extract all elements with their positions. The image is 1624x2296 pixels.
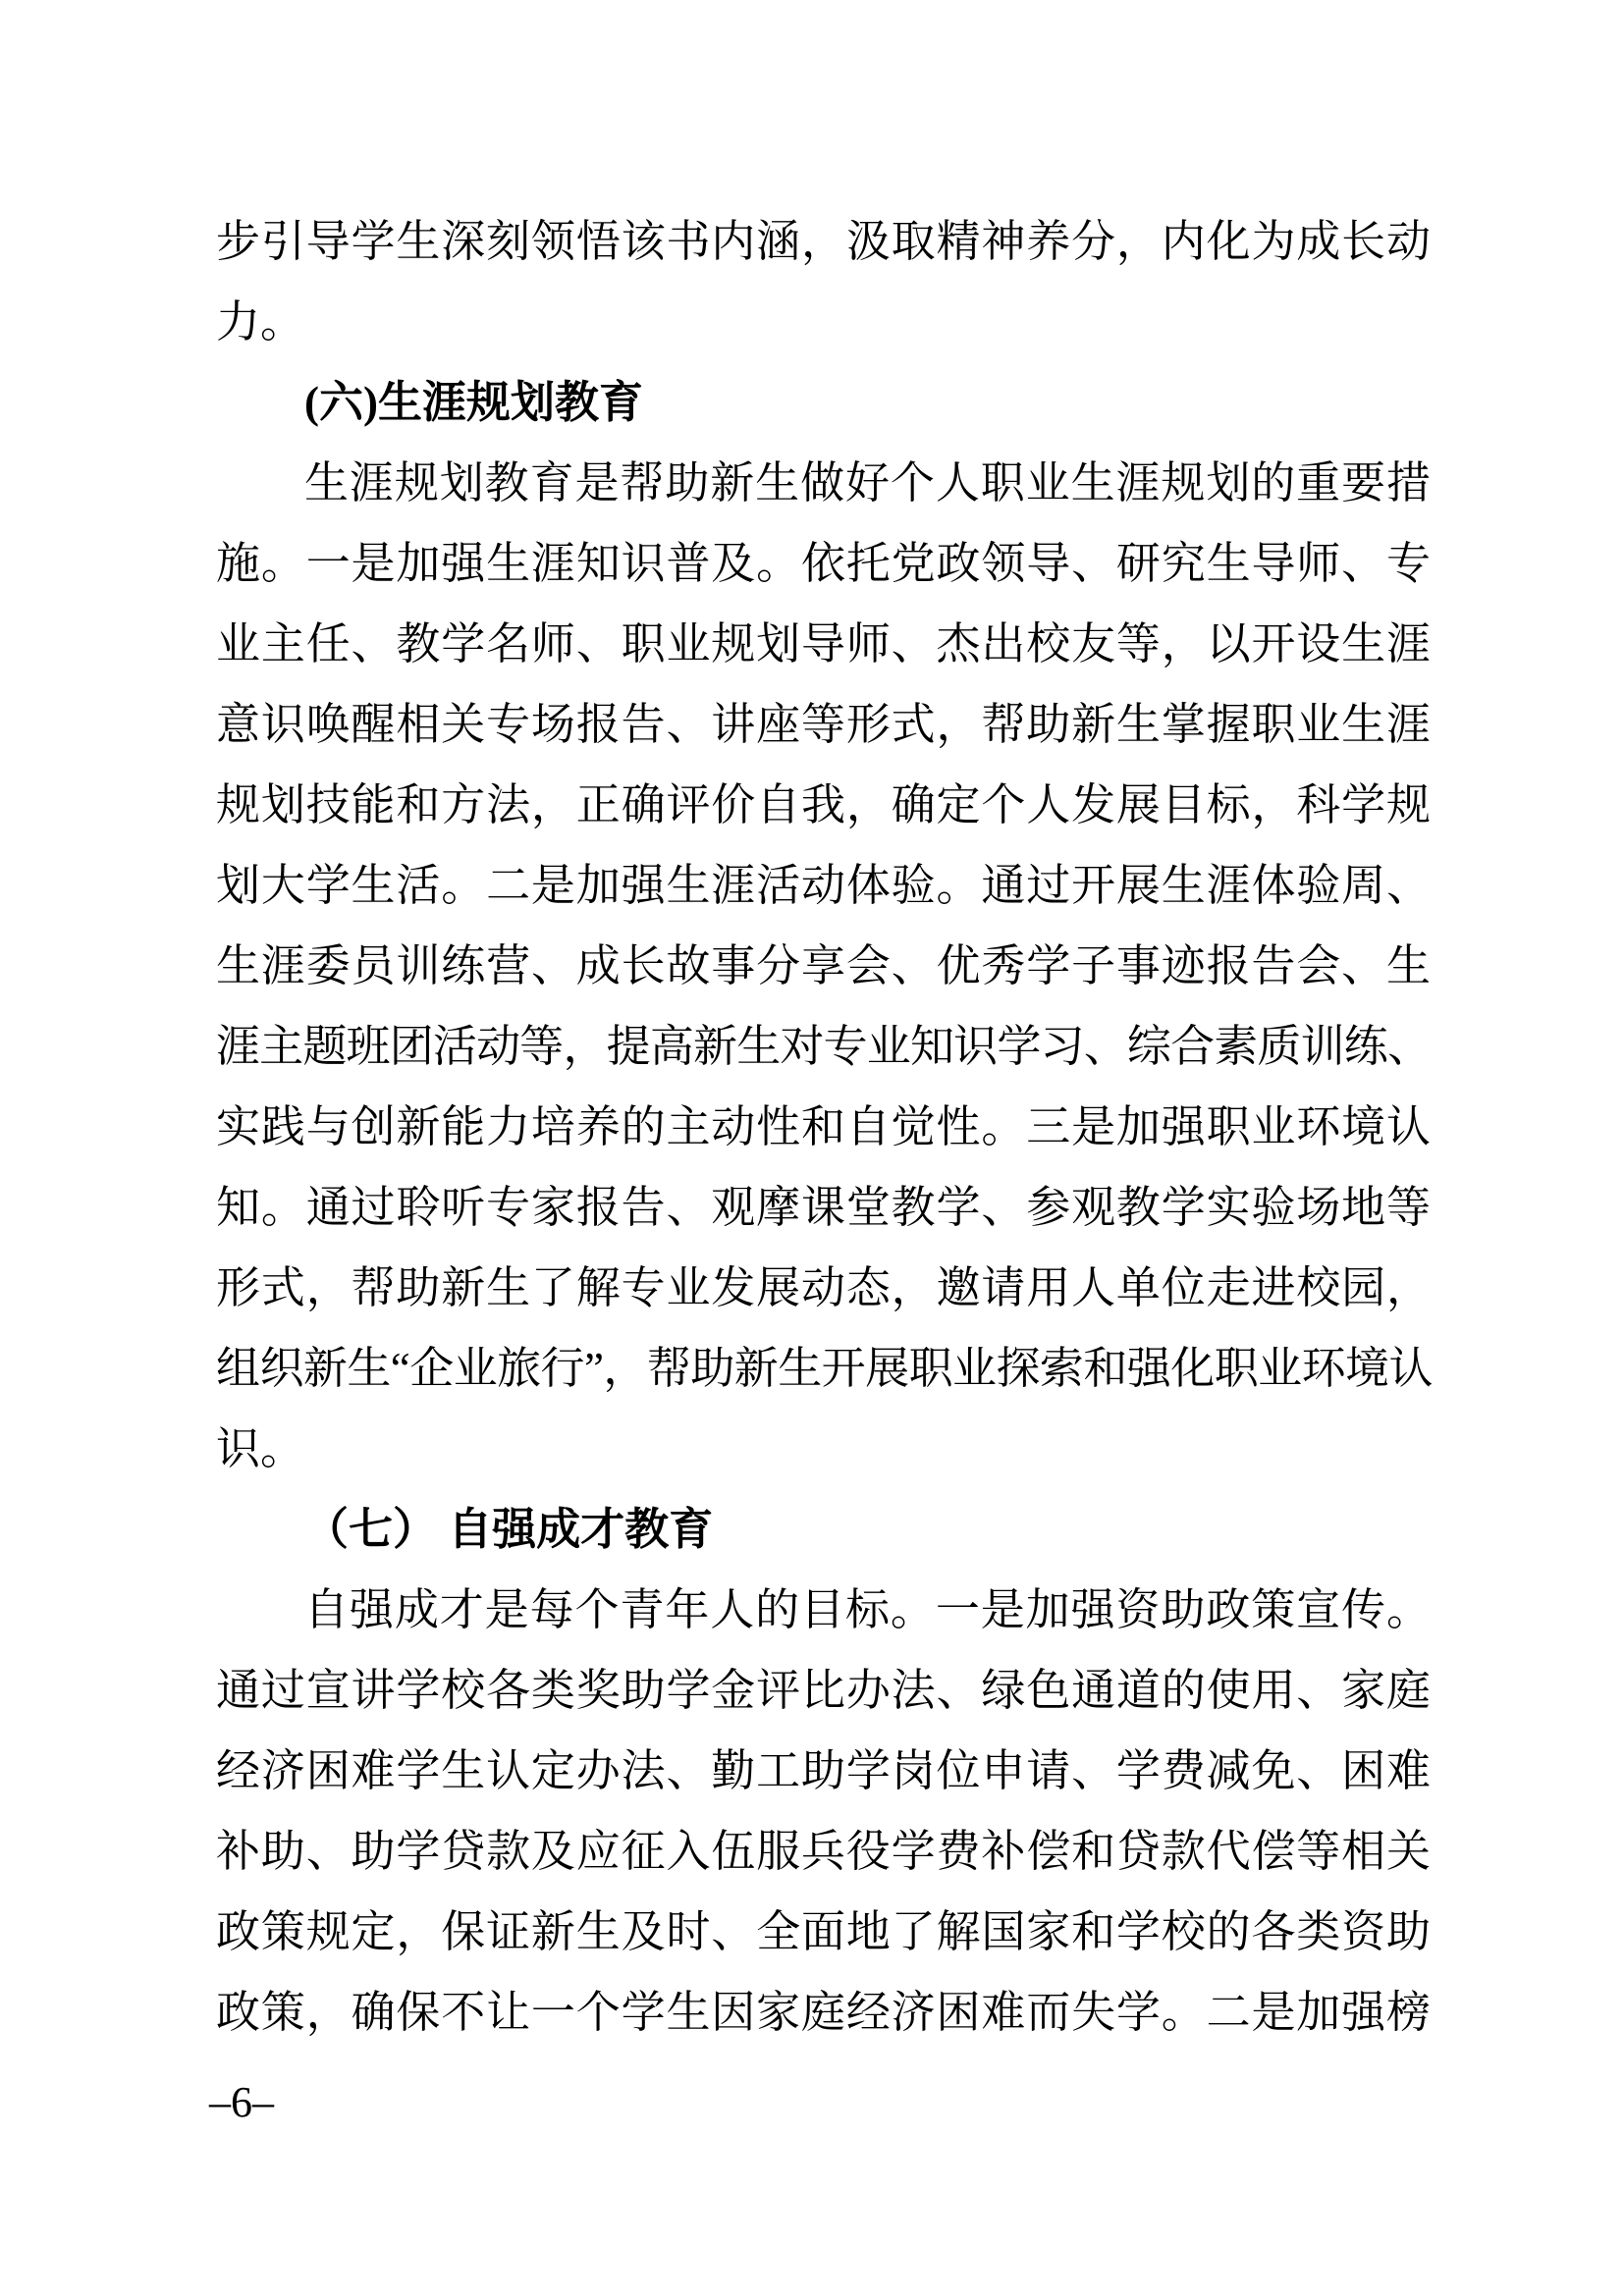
- text-line: 步引导学生深刻领悟该书内涵，汲取精神养分，内化为成长动: [216, 217, 1431, 266]
- text-line: 生涯规划教育是帮助新生做好个人职业生涯规划的重要措: [304, 458, 1431, 507]
- text-line: 业主任、教学名师、职业规划导师、杰出校友等，以开设生涯: [216, 619, 1431, 668]
- text-line: 生涯委员训练营、成长故事分享会、优秀学子事迹报告会、生: [216, 941, 1431, 990]
- text-line: 形式，帮助新生了解专业发展动态，邀请用人单位走进校园，: [216, 1263, 1431, 1312]
- text-line: 政策，确保不让一个学生因家庭经济困难而失学。二是加强榜: [216, 1988, 1431, 2037]
- text-line: 自强成才是每个青年人的目标。一是加强资助政策宣传。: [304, 1585, 1431, 1634]
- text-line: 通过宣讲学校各类奖助学金评比办法、绿色通道的使用、家庭: [216, 1666, 1431, 1715]
- text-line: 识。: [216, 1424, 305, 1473]
- text-line: 补助、助学贷款及应征入伍服兵役学费补偿和贷款代偿等相关: [216, 1827, 1431, 1876]
- section-heading-seven: （七） 自强成才教育: [304, 1505, 714, 1554]
- text-line: 经济困难学生认定办法、勤工助学岗位申请、学费减免、困难: [216, 1746, 1431, 1795]
- document-body: [216, 201, 1431, 2053]
- section-heading-six: (六)生涯规划教育: [304, 378, 643, 427]
- text-line: 划大学生活。二是加强生涯活动体验。通过开展生涯体验周、: [216, 861, 1431, 910]
- text-line: 知。通过聆听专家报告、观摩课堂教学、参观教学实验场地等: [216, 1183, 1431, 1232]
- text-line: 政策规定，保证新生及时、全面地了解国家和学校的各类资助: [216, 1907, 1431, 1956]
- text-line: 意识唤醒相关专场报告、讲座等形式，帮助新生掌握职业生涯: [216, 700, 1431, 749]
- text-line: 施。一是加强生涯知识普及。依托党政领导、研究生导师、专: [216, 539, 1431, 588]
- text-line: 力。: [216, 297, 305, 347]
- text-line: 规划技能和方法，正确评价自我，确定个人发展目标，科学规: [216, 780, 1431, 829]
- text-line: 实践与创新能力培养的主动性和自觉性。三是加强职业环境认: [216, 1102, 1431, 1151]
- page-number: –6–: [209, 2078, 274, 2126]
- text-line: 组织新生“企业旅行”，帮助新生开展职业探索和强化职业环境认: [216, 1344, 1431, 1393]
- text-line: 涯主题班团活动等，提高新生对专业知识学习、综合素质训练、: [216, 1022, 1431, 1071]
